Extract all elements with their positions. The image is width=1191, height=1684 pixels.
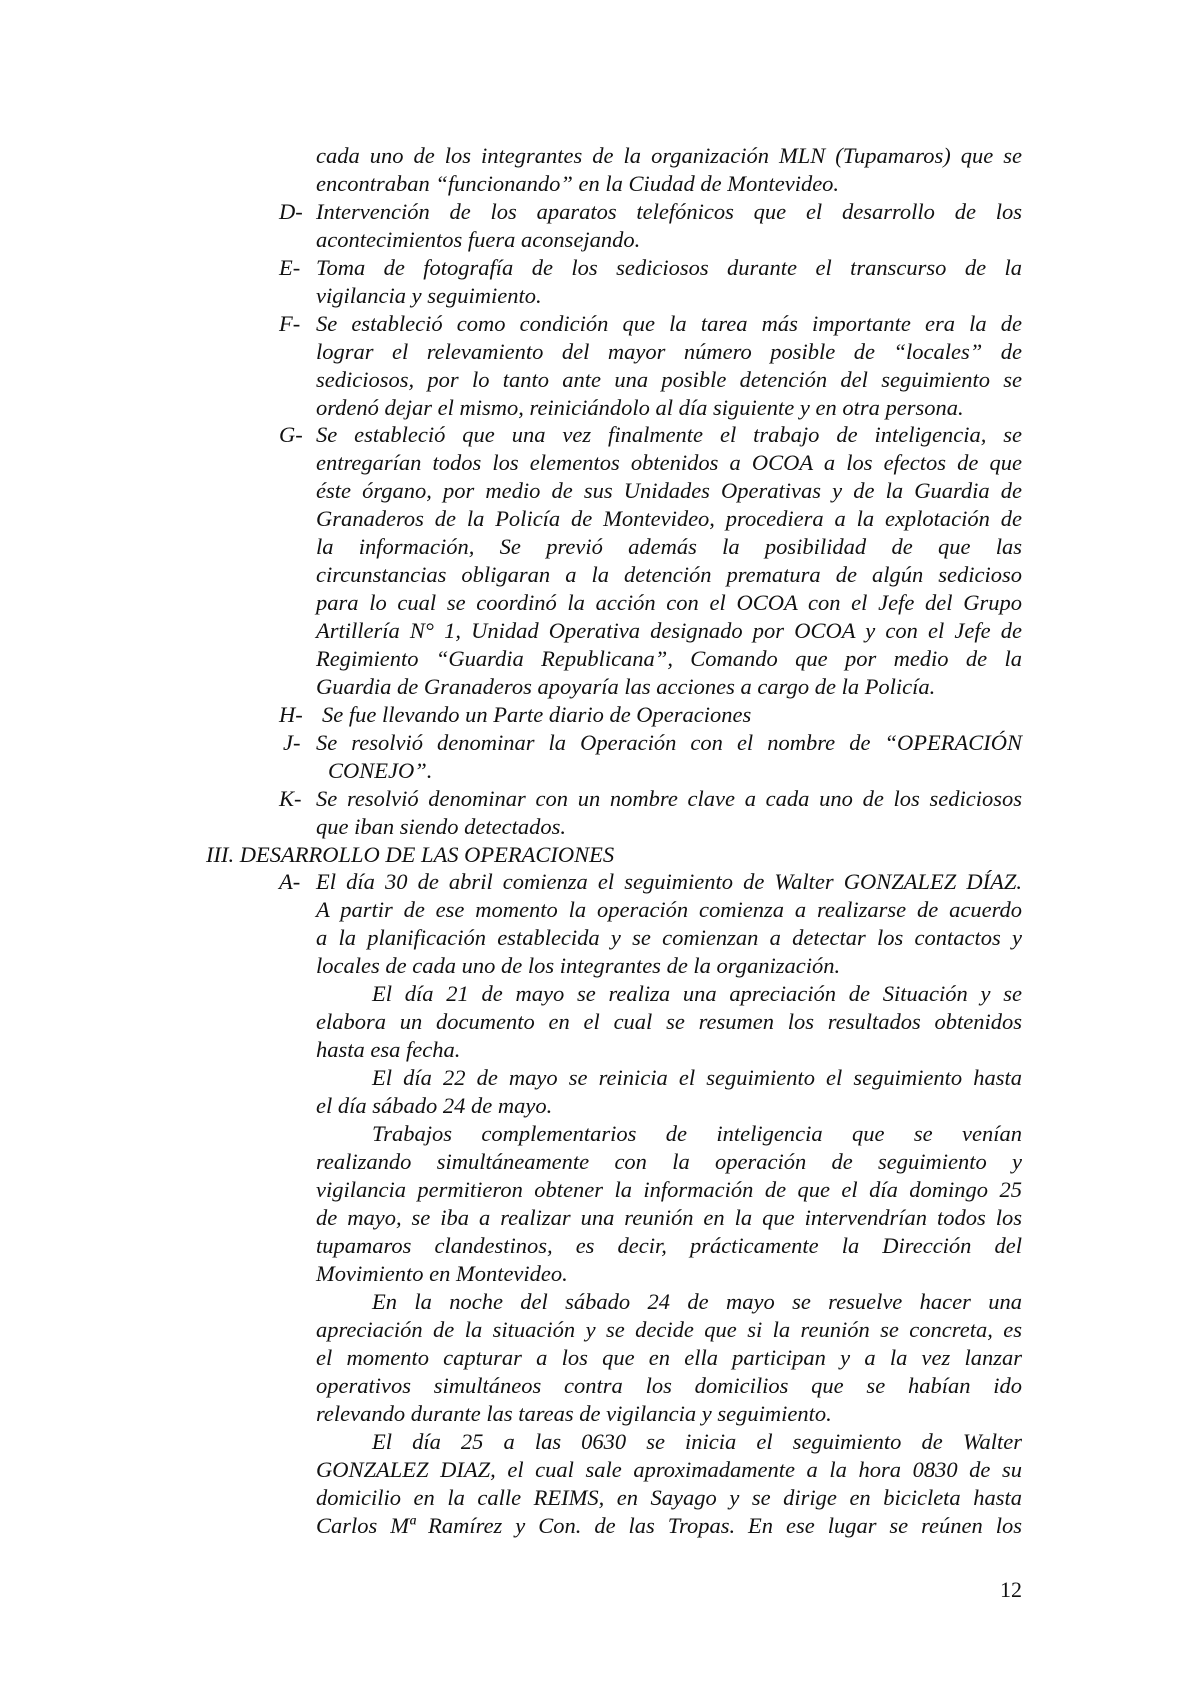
text-line: operativos simultáneos contra los domicilios que se habían ido bbox=[316, 1373, 1022, 1398]
list-item-letter: D- bbox=[279, 199, 303, 224]
text-line: Artillería N° 1, Unidad Operativa designado por OCOA y con el Jefe de bbox=[316, 618, 1022, 643]
text-line: Toma de fotografía de los sediciosos durante el transcurso de la bbox=[316, 255, 1022, 280]
text-line: El día 22 de mayo se reinicia el seguimiento el seguimiento hasta bbox=[372, 1065, 1022, 1090]
text-line: la información, Se previó además la posibilidad de que las bbox=[316, 534, 1022, 559]
text-line: En la noche del sábado 24 de mayo se resuelve hacer una bbox=[372, 1289, 1022, 1314]
text-line: elabora un documento en el cual se resumen los resultados obtenidos bbox=[316, 1009, 1022, 1034]
text-line: locales de cada uno de los integrantes de la organización. bbox=[316, 953, 841, 978]
text-line: Granaderos de la Policía de Montevideo, procediera a la explotación de bbox=[316, 506, 1022, 531]
text-line: lograr el relevamiento del mayor número posible de “locales” de bbox=[316, 339, 1022, 364]
text-line: vigilancia permitieron obtener la información de que el día domingo 25 bbox=[316, 1177, 1022, 1202]
text-line: Trabajos complementarios de inteligencia que se venían bbox=[372, 1121, 1022, 1146]
text-line: El día 30 de abril comienza el seguimiento de Walter GONZALEZ DÍAZ. bbox=[316, 869, 1022, 894]
text-line: CONEJO”. bbox=[328, 758, 433, 783]
list-item-letter: A- bbox=[279, 869, 301, 894]
text-line: que iban siendo detectados. bbox=[316, 814, 566, 839]
page-number: 12 bbox=[1000, 1577, 1022, 1602]
list-item-letter: H- bbox=[279, 702, 303, 727]
text-line: Se resolvió denominar con un nombre clave a cada uno de los sediciosos bbox=[316, 786, 1022, 811]
text-line: el día sábado 24 de mayo. bbox=[316, 1093, 553, 1118]
text-line: Movimiento en Montevideo. bbox=[316, 1261, 568, 1286]
text-line: Guardia de Granaderos apoyaría las acciones a cargo de la Policía. bbox=[316, 674, 936, 699]
text-line: A partir de ese momento la operación comienza a realizarse de acuerdo bbox=[316, 897, 1022, 922]
list-item-letter: K- bbox=[279, 786, 302, 811]
text-line: encontraban “funcionando” en la Ciudad de Montevideo. bbox=[316, 171, 840, 196]
text-line: Regimiento “Guardia Republicana”, Comando que por medio de la bbox=[316, 646, 1022, 671]
text-line: domicilio en la calle REIMS, en Sayago y se dirige en bicicleta hasta bbox=[316, 1485, 1022, 1510]
text-line: para lo cual se coordinó la acción con el OCOA con el Jefe del Grupo bbox=[316, 590, 1022, 615]
text-line: éste órgano, por medio de sus Unidades Operativas y de la Guardia de bbox=[316, 478, 1022, 503]
text-line: de mayo, se iba a realizar una reunión en la que intervendrían todos los bbox=[316, 1205, 1022, 1230]
text-line: apreciación de la situación y se decide que si la reunión se concreta, es bbox=[316, 1317, 1022, 1342]
section-heading: III. DESARROLLO DE LAS OPERACIONES bbox=[206, 842, 615, 867]
text-line: Se resolvió denominar la Operación con el nombre de “OPERACIÓN bbox=[316, 730, 1022, 755]
text-line: acontecimientos fuera aconsejando. bbox=[316, 227, 641, 252]
text-line: realizando simultáneamente con la operación de seguimiento y bbox=[316, 1149, 1022, 1174]
list-item-letter: E- bbox=[279, 255, 301, 280]
text-line: entregarían todos los elementos obtenidos a OCOA a los efectos de que bbox=[316, 450, 1022, 475]
text-line: Se fue llevando un Parte diario de Operaciones bbox=[322, 702, 752, 727]
text-line: El día 21 de mayo se realiza una apreciación de Situación y se bbox=[372, 981, 1022, 1006]
text-line: ordenó dejar el mismo, reiniciándolo al día siguiente y en otra persona. bbox=[316, 395, 964, 420]
text-line: relevando durante las tareas de vigilancia y seguimiento. bbox=[316, 1401, 832, 1426]
text-line: sediciosos, por lo tanto ante una posible detención del seguimiento se bbox=[316, 367, 1022, 392]
text-line: el momento capturar a los que en ella participan y a la vez lanzar bbox=[316, 1345, 1022, 1370]
text-line: tupamaros clandestinos, es decir, prácticamente la Dirección del bbox=[316, 1233, 1022, 1258]
text-line: cada uno de los integrantes de la organización MLN (Tupamaros) que se bbox=[316, 143, 1022, 168]
text-line: circunstancias obligaran a la detención prematura de algún sedicioso bbox=[316, 562, 1022, 587]
list-item-letter: J- bbox=[283, 730, 301, 755]
text-line: El día 25 a las 0630 se inicia el seguimiento de Walter bbox=[372, 1429, 1022, 1454]
text-line: a la planificación establecida y se comienzan a detectar los contactos y bbox=[316, 925, 1022, 950]
text-line: Carlos Mª Ramírez y Con. de las Tropas. En ese lugar se reúnen los bbox=[316, 1513, 1022, 1538]
text-line: Intervención de los aparatos telefónicos que el desarrollo de los bbox=[316, 199, 1022, 224]
text-line: GONZALEZ DIAZ, el cual sale aproximadamente a la hora 0830 de su bbox=[316, 1457, 1022, 1482]
text-line: Se estableció que una vez finalmente el trabajo de inteligencia, se bbox=[316, 422, 1022, 447]
list-item-letter: F- bbox=[279, 311, 301, 336]
text-line: Se estableció como condición que la tarea más importante era la de bbox=[316, 311, 1022, 336]
text-line: hasta esa fecha. bbox=[316, 1037, 461, 1062]
list-item-letter: G- bbox=[279, 422, 303, 447]
text-line: vigilancia y seguimiento. bbox=[316, 283, 542, 308]
